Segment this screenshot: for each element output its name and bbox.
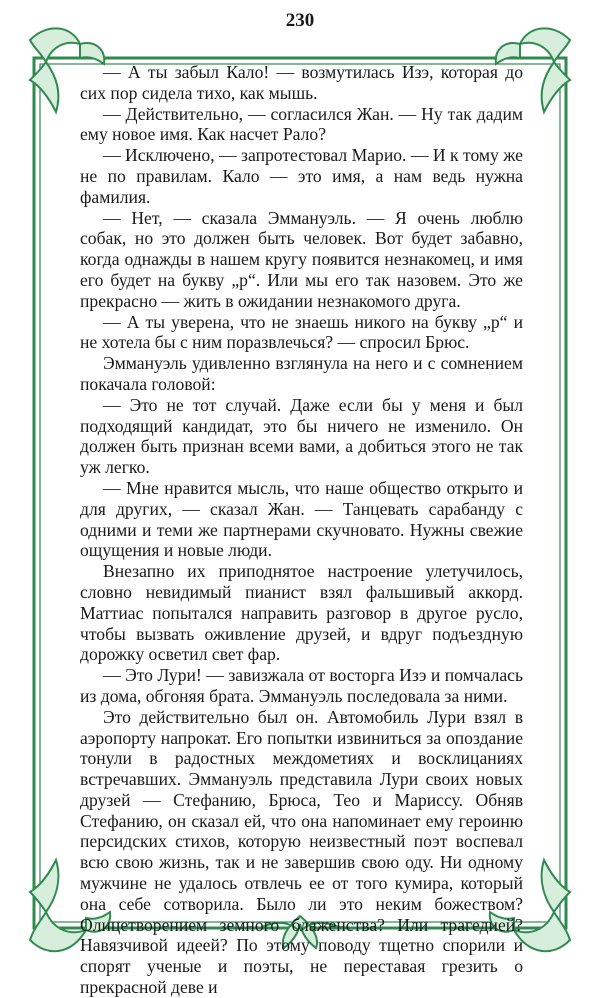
paragraph: — Это Лури! — завизжала от восторга Изэ и помчалась из дома, обгоняя брата. Эммануэль последовала за ними. <box>80 665 523 706</box>
paragraph: — Это не тот случай. Даже если бы у меня и был подходящий кандидат, это бы ничего не изменило. Он должен быть признан всеми вами, а добиться этого не так уж легко. <box>80 394 523 478</box>
paragraph: Внезапно их приподнятое настроение улетучилось, словно невидимый пианист взял фальшивый аккорд. Маттиас попытался направить разговор в другое русло, чтобы вызвать оживление друзей, и вдруг подъездную дорожку осветил свет фар. <box>80 561 523 665</box>
body-text <box>80 62 523 998</box>
paragraph: Это действительно был он. Автомобиль Лури взял в аэропорту напрокат. Его попытки извиниться за опоздание тонули в радостных междометиях и восклицаниях встречавших. Эммануэль представила Лури своих новых друзей — Стефанию, Брюса, Тео и Мариссу. Обняв Стефанию, он сказал ей, что она напоминает ему героиню персидских стихов, которую неизвестный поэт воспевал всю свою жизнь, так и не завершив свою оду. Ни одному мужчине не удалось отвлечь ее от того кумира, который она себе сотворила. Было ли это неким божеством? Олицетворением земного блаженства? Или трагедией? Навязчивой идеей? По этому поводу тщетно спорили и спорят ученые и поэты, не переставая грезить о прекрасной деве и <box>80 706 523 998</box>
paragraph: — Мне нравится мысль, что наше общество открыто и для других, — сказал Жан. — Танцевать сарабанду с одними и теми же партнерами скучновато. Нужны свежие ощущения и новые люди. <box>80 477 523 561</box>
paragraph: Эммануэль удивленно взглянула на него и с сомнением покачала головой: <box>80 353 523 394</box>
paragraph: — Действительно, — согласился Жан. — Ну так дадим ему новое имя. Как насчет Рало? <box>80 103 523 145</box>
paragraph: — Нет, — сказала Эммануэль. — Я очень люблю собак, но это должен быть человек. Вот будет забавно, когда однажды в нашем кругу появится незнакомец, и имя его будет на букву „р“. Или мы его так назовем. Это же прекрасно — жить в ожидании незнакомого друга. <box>80 207 523 311</box>
paragraph: — А ты забыл Кало! — возмутилась Изэ, которая до сих пор сидела тихо, как мышь. <box>80 62 523 103</box>
paragraph: — Исключено, — запротестовал Марио. — И к тому же не по правилам. Кало — это имя, а нам ведь нужна фамилия. <box>80 145 523 207</box>
paragraph: — А ты уверена, что не знаешь никого на букву „р“ и не хотела бы с ним поразвлечься? — спросил Брюс. <box>80 311 523 353</box>
page-number: 230 <box>285 10 315 31</box>
